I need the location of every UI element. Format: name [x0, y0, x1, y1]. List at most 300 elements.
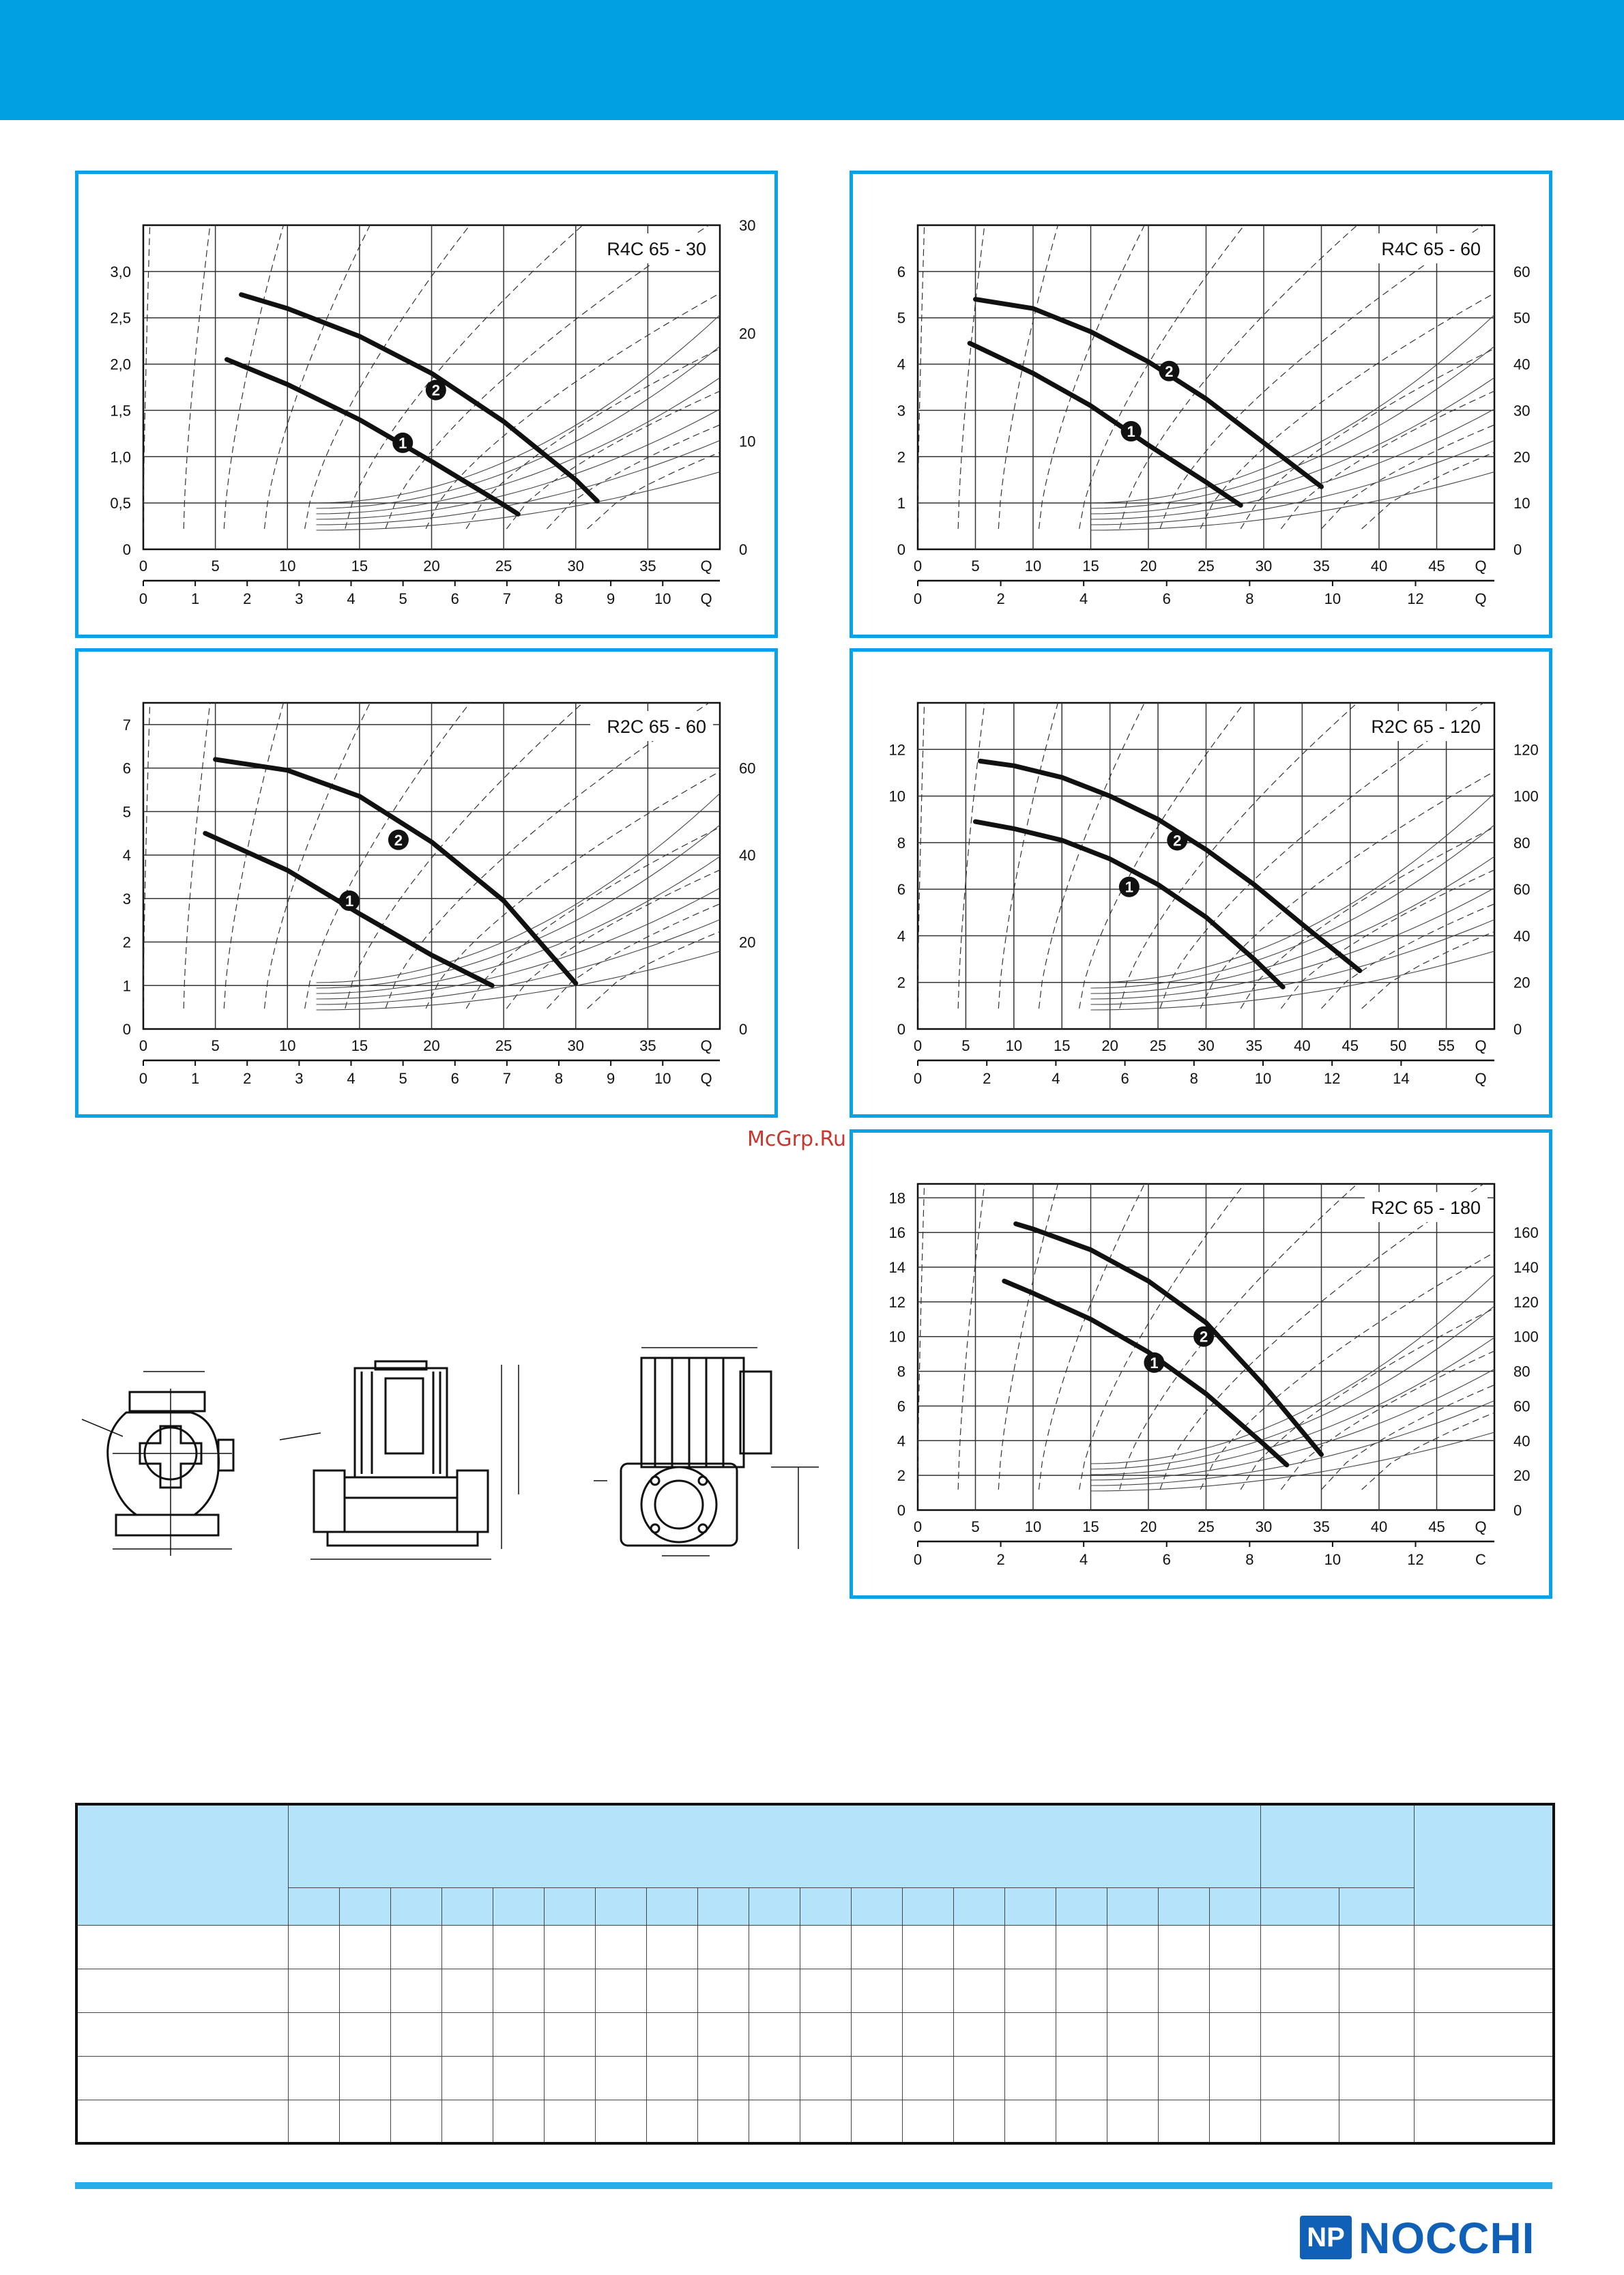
table-cell: [493, 1925, 544, 1969]
x-tick-label: 35: [1313, 1518, 1330, 1535]
table-cell: [902, 1925, 953, 1969]
table-cell: [339, 2012, 390, 2056]
x2-tick-label: 0: [913, 1551, 923, 1568]
table-cell: [493, 1887, 544, 1925]
system-curve: [386, 652, 781, 1009]
table-cell: [1260, 2100, 1339, 2143]
y2-tick-label: 40: [739, 847, 756, 865]
x2-axis-label: Q: [700, 1070, 712, 1087]
system-curve: [1160, 1133, 1556, 1490]
system-curve: [426, 174, 781, 529]
x2-tick-label: 2: [243, 590, 252, 607]
chart-title: R4C 65 - 60: [1381, 239, 1481, 259]
table-cell: [749, 2100, 800, 2143]
x-tick-label: 40: [1370, 1518, 1388, 1535]
system-curve: [918, 1133, 926, 1490]
table-cell: [749, 1887, 800, 1925]
x2-tick-label: 2: [243, 1070, 252, 1087]
efficiency-curve: [1091, 951, 1495, 1010]
system-curve: [1120, 1133, 1419, 1490]
system-curve: [1120, 652, 1419, 1009]
y-tick-label: 6: [897, 881, 905, 899]
y-tick-label: 4: [122, 847, 131, 865]
y2-tick-label: 40: [1513, 927, 1531, 945]
y-tick-label: 0: [122, 1021, 131, 1038]
table-cell: [1339, 2012, 1414, 2056]
x-tick-label: 35: [639, 1037, 656, 1054]
logo-text: NOCCHI: [1359, 2214, 1535, 2263]
table-cell: [544, 2100, 595, 2143]
table-cell: [800, 2100, 851, 2143]
system-curve: [547, 652, 782, 1009]
y-tick-label: 4: [897, 1432, 905, 1450]
y-tick-label: 0,5: [110, 495, 131, 512]
y2-tick-label: 0: [739, 1021, 748, 1038]
table-cell: [1107, 2012, 1158, 2056]
table-cell: [1004, 2056, 1056, 2100]
table-cell: [1260, 2012, 1339, 2056]
table-cell: [1260, 2056, 1339, 2100]
table-row: [76, 1969, 1554, 2012]
efficiency-curve: [1091, 347, 1495, 509]
table-cell: [953, 2012, 1004, 2056]
x2-axis-label: Q: [1475, 1070, 1487, 1087]
curve-series-2: [981, 761, 1360, 970]
y-tick-label: 0: [897, 1021, 905, 1038]
x-tick-label: 30: [567, 557, 584, 575]
x-tick-label: 10: [1024, 557, 1042, 575]
x-axis-label: Q: [700, 557, 712, 575]
y-tick-label: 2: [897, 448, 905, 466]
table-cell: [1209, 2056, 1260, 2100]
curve-marker-label: 2: [394, 831, 403, 849]
x-tick-label: 15: [1054, 1037, 1071, 1054]
x-tick-label: 0: [139, 1037, 148, 1054]
y2-tick-label: 160: [1513, 1224, 1539, 1242]
table-cell: [1209, 1887, 1260, 1925]
y-tick-label: 3,0: [110, 263, 131, 280]
efficiency-curve: [1091, 920, 1495, 1004]
table-cell: [76, 2012, 288, 2056]
system-curve: [345, 652, 644, 1009]
system-curve: [958, 1133, 991, 1490]
table-cell: [76, 2100, 288, 2143]
y2-tick-label: 20: [739, 933, 756, 951]
y-tick-label: 10: [888, 787, 905, 805]
efficiency-curve: [317, 920, 721, 1004]
table-cell: [544, 1969, 595, 2012]
y2-tick-label: 0: [739, 541, 748, 558]
curve-marker-label: 2: [1165, 362, 1174, 380]
chart-panel-r4c-65-30: [75, 171, 778, 638]
x-tick-label: 5: [971, 557, 980, 575]
table-cell: [1209, 1925, 1260, 1969]
table-cell: [339, 1925, 390, 1969]
table-cell: [953, 1887, 1004, 1925]
y2-tick-label: 0: [1513, 1502, 1522, 1519]
x-tick-label: 45: [1342, 1037, 1359, 1054]
system-curve: [265, 652, 398, 1009]
x2-tick-label: 4: [347, 1070, 356, 1087]
table-cell: [646, 1887, 697, 1925]
table-cell: [1107, 1969, 1158, 2012]
table-cell: [851, 1887, 902, 1925]
pump-dimension-drawings: [75, 1331, 826, 1604]
x2-tick-label: 2: [983, 1070, 991, 1087]
x-tick-label: 10: [1005, 1037, 1023, 1054]
x2-tick-label: 4: [1079, 1551, 1088, 1568]
y-tick-label: 3: [897, 402, 905, 420]
y-tick-label: 2: [122, 933, 131, 951]
x-tick-label: 30: [1198, 1037, 1215, 1054]
table-cell: [288, 1887, 339, 1925]
chart-panel-r2c-65-120: [850, 648, 1552, 1118]
table-cell: [1004, 2100, 1056, 2143]
table-cell: [595, 2056, 646, 2100]
system-curve: [998, 1133, 1073, 1490]
x-tick-label: 15: [351, 557, 368, 575]
table-row: [76, 2012, 1554, 2056]
y2-tick-label: 10: [1513, 495, 1531, 512]
x2-tick-label: 0: [139, 1070, 148, 1087]
chart-title: R2C 65 - 120: [1371, 716, 1481, 737]
x-tick-label: 10: [1024, 1518, 1042, 1535]
x2-tick-label: 6: [1162, 590, 1171, 607]
chart-panel-r4c-65-60: [850, 171, 1552, 638]
curve-series-1: [976, 822, 1284, 987]
table-cell: [1107, 1925, 1158, 1969]
table-cell: [493, 1969, 544, 2012]
table-cell: [1158, 2100, 1209, 2143]
table-cell: [76, 1969, 288, 2012]
table-cell: [953, 1925, 1004, 1969]
table-cell: [1107, 1887, 1158, 1925]
table-cell: [390, 1925, 441, 1969]
system-curve: [998, 174, 1073, 529]
curve-marker-label: 1: [345, 892, 354, 910]
x-tick-label: 0: [913, 1037, 923, 1054]
y2-tick-label: 60: [739, 759, 756, 777]
x2-tick-label: 12: [1407, 1551, 1424, 1568]
table-cell: [697, 1969, 749, 2012]
y2-tick-label: 60: [1513, 1397, 1531, 1415]
chart-r4c-65-60: [853, 174, 1556, 641]
table-row: [76, 1804, 1554, 1887]
efficiency-curve: [1091, 1306, 1495, 1469]
x-tick-label: 35: [1245, 1037, 1263, 1054]
y2-tick-label: 30: [1513, 402, 1531, 420]
efficiency-curve: [1091, 1401, 1495, 1486]
curve-series-1: [1004, 1281, 1287, 1464]
x2-tick-label: 0: [139, 590, 148, 607]
x-tick-label: 40: [1370, 557, 1388, 575]
y2-tick-label: 20: [1513, 1467, 1531, 1485]
x2-tick-label: 10: [1324, 1551, 1342, 1568]
y-tick-label: 1: [897, 495, 905, 512]
curve-marker-label: 1: [1150, 1354, 1159, 1372]
x-tick-label: 50: [1389, 1037, 1407, 1054]
table-cell: [390, 1887, 441, 1925]
x2-tick-label: 6: [1120, 1070, 1129, 1087]
curve-marker-label: 1: [398, 434, 407, 452]
table-cell: [390, 1969, 441, 2012]
y2-tick-label: 20: [739, 325, 756, 343]
table-cell: [1107, 2056, 1158, 2100]
table-cell: [1056, 1969, 1107, 2012]
table-cell: [1414, 1804, 1554, 1925]
y-tick-label: 0: [122, 541, 131, 558]
y-tick-label: 16: [888, 1224, 905, 1242]
table-cell: [1209, 2012, 1260, 2056]
table-cell: [339, 1887, 390, 1925]
nocchi-logo: [1300, 2214, 1559, 2262]
chart-title: R2C 65 - 60: [607, 716, 706, 737]
system-curves: [918, 174, 1556, 530]
y-tick-label: 18: [888, 1189, 905, 1207]
table-cell: [1158, 1887, 1209, 1925]
table-cell: [902, 2056, 953, 2100]
system-curve: [588, 652, 781, 1009]
y-tick-label: 2,0: [110, 356, 131, 373]
top-color-band: [0, 0, 1624, 120]
y-tick-label: 0: [897, 1502, 905, 1519]
table-cell: [390, 2056, 441, 2100]
y-tick-label: 0: [897, 541, 905, 558]
table-cell: [1209, 2100, 1260, 2143]
system-curve: [1322, 174, 1556, 529]
table-cell: [288, 2056, 339, 2100]
table-cell: [493, 2012, 544, 2056]
x-tick-label: 25: [495, 1037, 512, 1054]
x-axis-label: Q: [1475, 1518, 1487, 1535]
y2-tick-label: 100: [1513, 1328, 1539, 1346]
x-tick-label: 30: [1255, 1518, 1273, 1535]
table-cell: [646, 2100, 697, 2143]
y-tick-label: 3: [122, 890, 131, 908]
x2-tick-label: 12: [1407, 590, 1424, 607]
table-cell: [76, 1804, 288, 1925]
x2-tick-label: 8: [1245, 590, 1254, 607]
table-cell: [493, 2056, 544, 2100]
table-cell: [1339, 1887, 1414, 1925]
system-curve: [305, 174, 512, 529]
y2-tick-label: 10: [739, 433, 756, 450]
table-cell: [1414, 1925, 1554, 1969]
table-cell: [339, 1969, 390, 2012]
table-cell: [1209, 1969, 1260, 2012]
table-cell: [1260, 1925, 1339, 1969]
y-tick-label: 5: [122, 803, 131, 821]
table-cell: [646, 2056, 697, 2100]
table-cell: [902, 2012, 953, 2056]
table-cell: [288, 1969, 339, 2012]
table-cell: [76, 2056, 288, 2100]
table-cell: [544, 2012, 595, 2056]
curve-marker-label: 1: [1127, 422, 1135, 440]
system-curve: [184, 174, 217, 529]
pump-flange-view-drawing: [594, 1348, 819, 1556]
system-curve: [918, 652, 926, 1009]
table-cell: [595, 1887, 646, 1925]
system-curve: [1322, 652, 1556, 1009]
table-cell: [493, 2100, 544, 2143]
system-curve: [143, 174, 151, 529]
table-cell: [339, 2056, 390, 2100]
system-curve: [1039, 1133, 1172, 1490]
x-tick-label: 30: [1255, 557, 1273, 575]
chart-title: R4C 65 - 30: [607, 239, 706, 259]
table-cell: [1056, 1925, 1107, 1969]
table-cell: [288, 2100, 339, 2143]
efficiency-curve: [317, 378, 721, 515]
spec-table: [75, 1803, 1555, 2145]
y2-tick-label: 120: [1513, 741, 1539, 759]
table-cell: [544, 1887, 595, 1925]
system-curve: [1160, 174, 1556, 529]
table-cell: [851, 2100, 902, 2143]
bottom-rule: [75, 2182, 1552, 2189]
y-tick-label: 2: [897, 974, 905, 991]
x2-tick-label: 0: [913, 590, 923, 607]
x-axis-label: Q: [1475, 1037, 1487, 1054]
x2-tick-label: 4: [347, 590, 356, 607]
x-tick-label: 10: [279, 557, 296, 575]
efficiency-curve: [1091, 825, 1495, 988]
table-cell: [800, 1925, 851, 1969]
efficiency-curve: [317, 825, 721, 988]
table-row: [76, 1887, 1554, 1925]
x-tick-label: 25: [495, 557, 512, 575]
x2-tick-label: 8: [1245, 1551, 1254, 1568]
x-tick-label: 15: [351, 1037, 368, 1054]
table-cell: [953, 2100, 1004, 2143]
table-cell: [953, 1969, 1004, 2012]
table-cell: [851, 1925, 902, 1969]
system-curve: [1281, 652, 1556, 1009]
system-curve: [265, 174, 398, 529]
x-tick-label: 0: [913, 1518, 923, 1535]
x2-tick-label: 4: [1052, 1070, 1060, 1087]
table-cell: [1056, 2056, 1107, 2100]
system-curve: [1039, 652, 1172, 1009]
y-tick-label: 12: [888, 1293, 905, 1311]
y2-tick-label: 0: [1513, 1021, 1522, 1038]
chart-r2c-65-60: [78, 652, 781, 1121]
x2-tick-label: 0: [913, 1070, 923, 1087]
system-curve: [426, 652, 781, 1009]
x-tick-label: 35: [1313, 557, 1330, 575]
x-tick-label: 20: [423, 557, 440, 575]
y2-tick-label: 30: [739, 217, 756, 234]
table-cell: [646, 1925, 697, 1969]
x2-tick-label: 10: [1254, 1070, 1272, 1087]
table-row: [76, 1925, 1554, 1969]
chart-title: R2C 65 - 180: [1371, 1198, 1481, 1218]
y-tick-label: 2,5: [110, 309, 131, 327]
y-tick-label: 10: [888, 1328, 905, 1346]
y2-tick-label: 0: [1513, 541, 1522, 558]
y-tick-label: 4: [897, 356, 905, 373]
x2-tick-label: 1: [191, 590, 200, 607]
table-cell: [595, 1925, 646, 1969]
table-cell: [441, 2056, 493, 2100]
table-cell: [441, 2100, 493, 2143]
chart-r2c-65-120: [853, 652, 1556, 1121]
system-curve: [1200, 174, 1556, 529]
y2-tick-label: 100: [1513, 787, 1539, 805]
system-curve: [1362, 174, 1556, 529]
table-cell: [800, 1969, 851, 2012]
x-tick-label: 0: [139, 557, 148, 575]
x2-tick-label: 6: [1162, 1551, 1171, 1568]
pump-side-view-drawing: [280, 1361, 519, 1559]
system-curve: [143, 652, 151, 1009]
table-cell: [749, 2012, 800, 2056]
x2-tick-label: 6: [450, 1070, 459, 1087]
x-tick-label: 35: [639, 557, 656, 575]
x-tick-label: 20: [1140, 557, 1157, 575]
system-curve: [1362, 652, 1556, 1009]
table-cell: [1004, 2012, 1056, 2056]
x2-axis-label: C: [1475, 1551, 1486, 1568]
x2-tick-label: 7: [502, 590, 512, 607]
table-cell: [851, 2056, 902, 2100]
system-curves: [918, 1133, 1556, 1491]
y-tick-label: 6: [122, 759, 131, 777]
y2-tick-label: 50: [1513, 309, 1531, 327]
table-cell: [390, 2100, 441, 2143]
system-curves: [143, 174, 781, 530]
y-tick-label: 1: [122, 977, 131, 995]
x2-tick-label: 7: [502, 1070, 512, 1087]
x2-tick-label: 6: [450, 590, 459, 607]
curve-marker-label: 2: [1199, 1328, 1208, 1346]
table-cell: [697, 1925, 749, 1969]
y-tick-label: 1,5: [110, 402, 131, 420]
y-tick-label: 1,0: [110, 448, 131, 466]
x-tick-label: 5: [971, 1518, 980, 1535]
y-tick-label: 7: [122, 716, 131, 734]
y2-tick-label: 60: [1513, 881, 1531, 899]
system-curve: [958, 652, 991, 1009]
efficiency-curve: [1091, 856, 1495, 994]
y2-tick-label: 140: [1513, 1259, 1539, 1277]
system-curve: [1120, 174, 1419, 529]
x2-tick-label: 5: [398, 590, 407, 607]
table-cell: [595, 1969, 646, 2012]
system-curve: [1281, 174, 1556, 529]
table-cell: [749, 2056, 800, 2100]
table-cell: [441, 1969, 493, 2012]
table-cell: [1158, 1969, 1209, 2012]
table-cell: [1260, 1804, 1414, 1887]
table-cell: [441, 2012, 493, 2056]
table-cell: [953, 2056, 1004, 2100]
chart-panel-r2c-65-180: [850, 1129, 1552, 1599]
curve-series-2: [1016, 1224, 1322, 1455]
table-cell: [1414, 1969, 1554, 2012]
table-cell: [1158, 2012, 1209, 2056]
table-cell: [1414, 2056, 1554, 2100]
curve-series-1: [970, 343, 1241, 506]
system-curve: [386, 174, 781, 529]
efficiency-curve: [1091, 441, 1495, 525]
table-cell: [339, 2100, 390, 2143]
x-tick-label: 10: [279, 1037, 296, 1054]
y2-tick-label: 20: [1513, 974, 1531, 991]
x2-tick-label: 1: [191, 1070, 200, 1087]
system-curve: [1039, 174, 1172, 529]
